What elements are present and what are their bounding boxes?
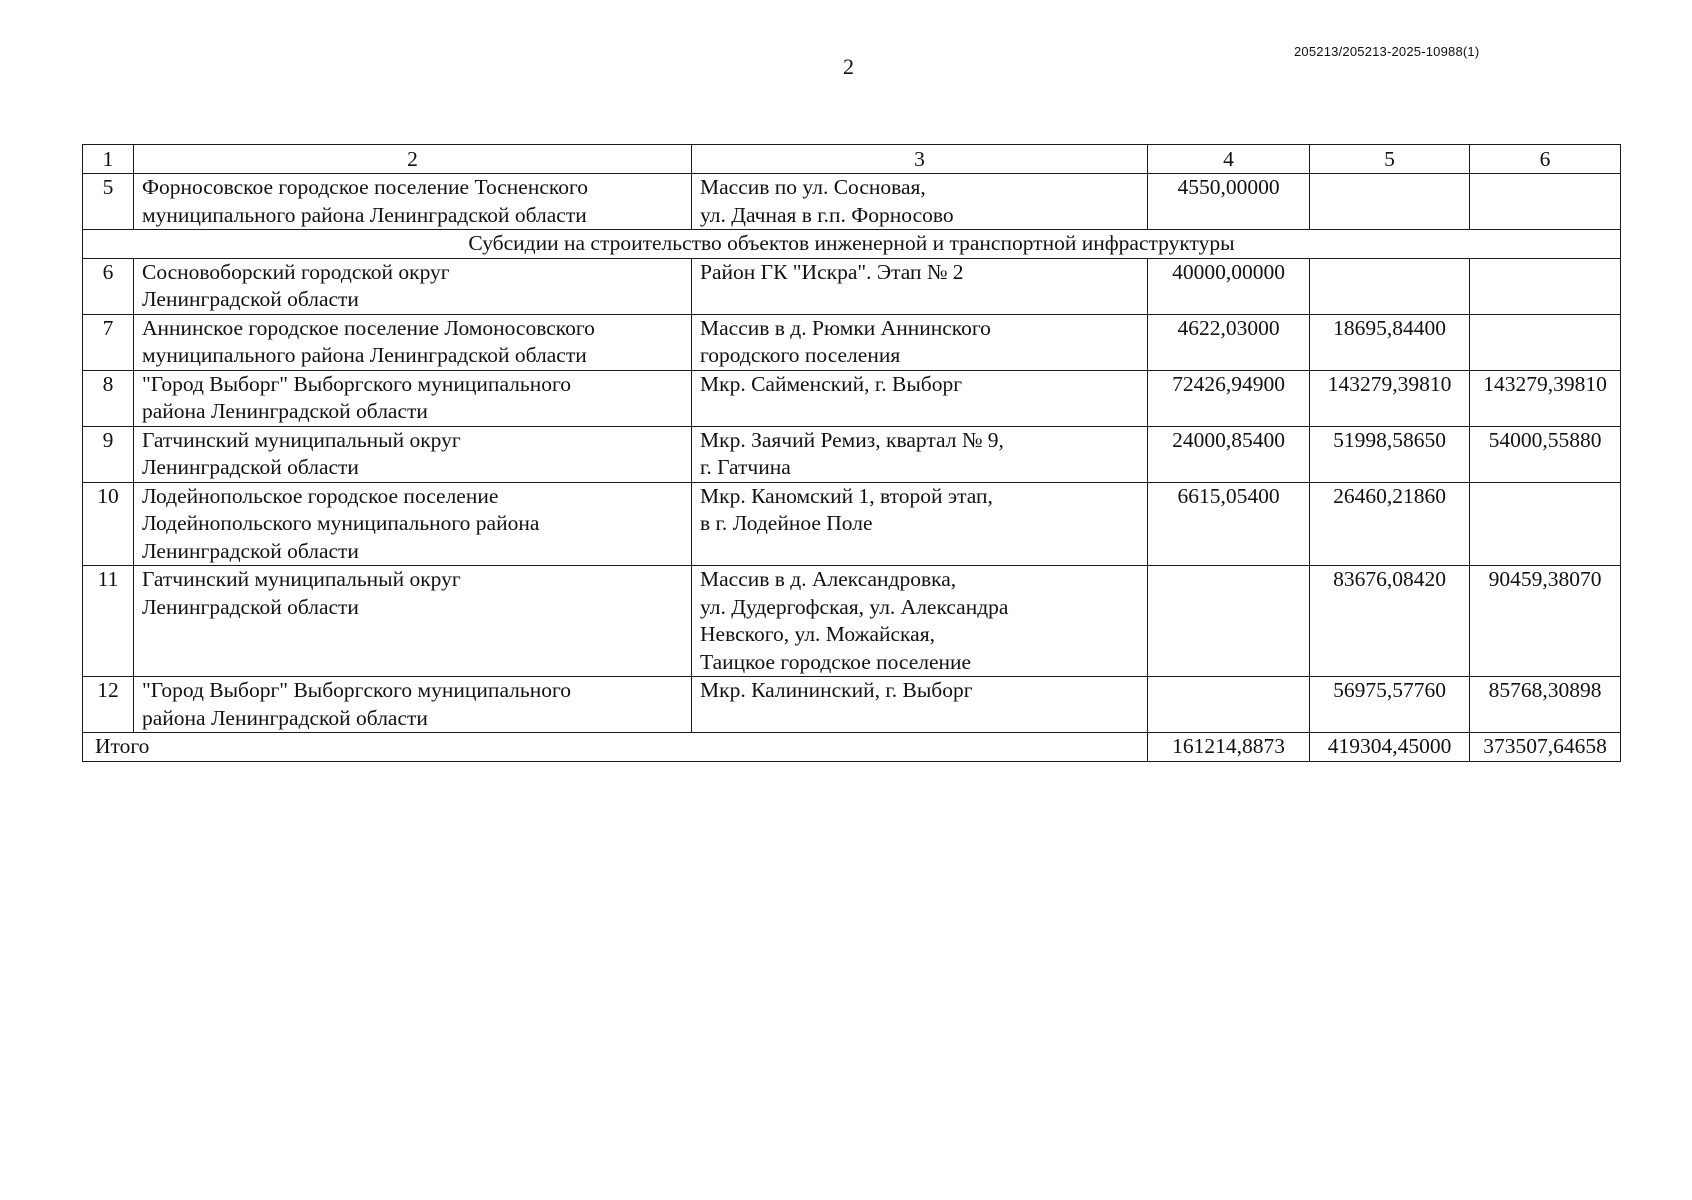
row-number: 12 [83,677,134,733]
location-line: ул. Дачная в г.п. Форносово [700,202,954,227]
table-header-row [83,145,1621,174]
total-col5: 419304,45000 [1310,733,1470,762]
municipality-cell [134,370,692,426]
amount-col5: 56975,57760 [1310,677,1470,733]
header-cell: 4 [1148,145,1310,174]
amount-col5 [1310,174,1470,230]
amount-col5: 18695,84400 [1310,314,1470,370]
amount-col6: 85768,30898 [1470,677,1621,733]
amount-col4: 24000,85400 [1148,426,1310,482]
amount-col4: 4550,00000 [1148,174,1310,230]
row-number: 7 [83,314,134,370]
amount-col5: 51998,58650 [1310,426,1470,482]
location-cell [692,566,1148,677]
amount-col5: 143279,39810 [1310,370,1470,426]
location-cell [692,258,1148,314]
amount-col6 [1470,314,1621,370]
amount-col4 [1148,566,1310,677]
location-line: Массив в д. Александровка, [700,567,957,591]
row-number: 10 [83,482,134,566]
location-cell [692,370,1148,426]
municipality-line: Гатчинский муниципальный округ [142,427,461,452]
amount-col5: 83676,08420 [1310,566,1470,677]
table-row [83,174,1621,230]
location-line: в г. Лодейное Поле [700,511,873,535]
row-number: 11 [83,566,134,677]
subsidy-table [82,144,1621,762]
municipality-line: муниципального района Ленинградской области [142,343,587,367]
header-cell: 3 [692,145,1148,174]
location-cell [692,426,1148,482]
municipality-cell [134,426,692,482]
municipality-line: Форносовское городское поселение Тосненского [142,175,589,199]
amount-col4: 40000,00000 [1148,258,1310,314]
table-row [83,482,1621,566]
amount-col6 [1470,258,1621,314]
table-row [83,258,1621,314]
table-row [83,566,1621,677]
location-line: Массив в д. Рюмки Аннинского [700,315,991,340]
total-label: Итого [83,733,1148,762]
location-line: Мкр. Сайменский, г. Выборг [700,371,963,396]
row-number: 9 [83,426,134,482]
section-row [83,230,1621,259]
municipality-cell [134,314,692,370]
location-line: Невского, ул. Можайская, [700,622,935,646]
table-row [83,677,1621,733]
document-id: 205213/205213-2025-10988(1) [1294,44,1480,59]
amount-col4: 72426,94900 [1148,370,1310,426]
municipality-line: Лодейнопольское городское поселение [142,483,499,508]
amount-col5 [1310,258,1470,314]
location-line: городского поселения [700,343,901,367]
municipality-line: Ленинградской области [142,455,359,479]
table-row [83,314,1621,370]
municipality-cell [134,258,692,314]
municipality-line: Лодейнопольского муниципального района [142,511,540,535]
municipality-line: района Ленинградской области [142,399,428,423]
amount-col4: 6615,05400 [1148,482,1310,566]
municipality-line: Аннинское городское поселение Ломоносовского [142,315,595,340]
location-line: ул. Дудергофская, ул. Александра [700,594,1009,619]
header-cell: 6 [1470,145,1621,174]
municipality-line: района Ленинградской области [142,705,428,730]
row-number: 6 [83,258,134,314]
municipality-line: Гатчинский муниципальный округ [142,567,461,591]
amount-col6: 143279,39810 [1470,370,1621,426]
municipality-cell [134,482,692,566]
municipality-line: Ленинградской области [142,538,359,563]
municipality-cell [134,566,692,677]
amount-col6 [1470,174,1621,230]
location-line: Мкр. Калининский, г. Выборг [700,678,973,702]
total-col6: 373507,64658 [1470,733,1621,762]
amount-col6: 54000,55880 [1470,426,1621,482]
amount-col4: 4622,03000 [1148,314,1310,370]
municipality-cell [134,174,692,230]
header-cell: 1 [83,145,134,174]
municipality-line: "Город Выборг" Выборгского муниципального [142,371,571,396]
row-number: 5 [83,174,134,230]
amount-col4 [1148,677,1310,733]
location-line: Мкр. Заячий Ремиз, квартал № 9, [700,427,1004,452]
municipality-line: Сосновоборский городской округ [142,259,450,284]
location-cell [692,482,1148,566]
location-line: Мкр. Каномский 1, второй этап, [700,483,993,508]
total-col4: 161214,8873 [1148,733,1310,762]
amount-col6: 90459,38070 [1470,566,1621,677]
municipality-line: "Город Выборг" Выборгского муниципального [142,678,571,702]
table-row [83,426,1621,482]
section-title: Субсидии на строительство объектов инженерной и транспортной инфраструктуры [83,230,1621,259]
table-row [83,370,1621,426]
amount-col6 [1470,482,1621,566]
row-number: 8 [83,370,134,426]
location-line: Массив по ул. Сосновая, [700,175,926,199]
location-cell [692,174,1148,230]
location-line: Район ГК "Искра". Этап № 2 [700,259,964,284]
page-number: 2 [843,54,854,79]
amount-col5: 26460,21860 [1310,482,1470,566]
location-line: г. Гатчина [700,455,791,479]
header-cell: 5 [1310,145,1470,174]
header-cell: 2 [134,145,692,174]
location-line: Таицкое городское поселение [700,649,972,674]
municipality-cell [134,677,692,733]
total-row [83,733,1621,762]
municipality-line: Ленинградской области [142,287,359,311]
municipality-line: муниципального района Ленинградской области [142,202,587,227]
location-cell [692,314,1148,370]
municipality-line: Ленинградской области [142,594,359,619]
location-cell [692,677,1148,733]
